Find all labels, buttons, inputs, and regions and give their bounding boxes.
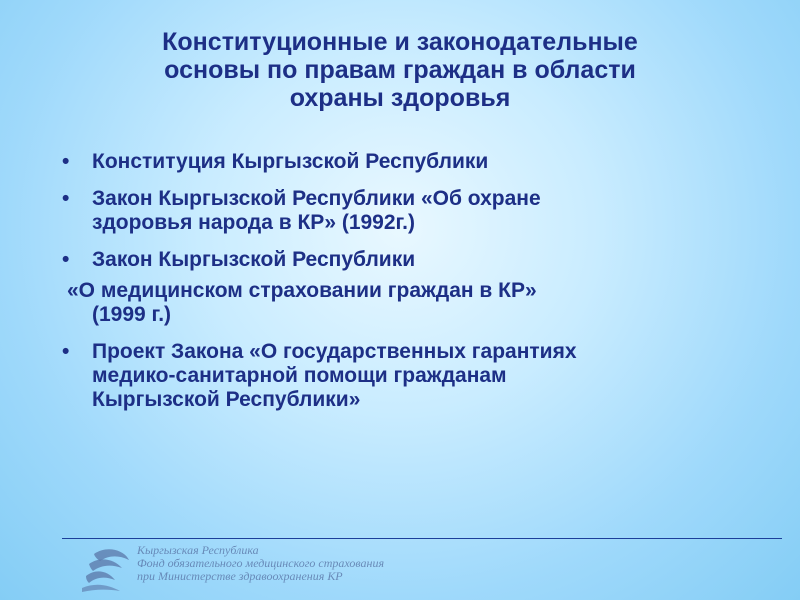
logo-wave-middle <box>89 559 122 571</box>
footer-line: при Министерстве здравоохранения КР <box>137 569 343 583</box>
list-item <box>62 248 752 272</box>
title-line: Конституционные и законодательные <box>162 28 638 56</box>
footer-line: Кыргызская Республика <box>137 543 259 557</box>
bullet-icon: • <box>62 248 70 271</box>
slide-title <box>90 28 710 112</box>
list-item-text: (1999 г.) <box>92 303 172 326</box>
list-item <box>62 187 752 235</box>
list-item-text: здоровья народа в КР» (1992г.) <box>92 211 416 234</box>
list-item-text: Кыргызской Республики» <box>92 388 361 411</box>
list-item-text: Закон Кыргызской Республики <box>92 248 416 271</box>
list-item <box>62 150 752 174</box>
list-item <box>62 340 752 412</box>
list-item-text: Конституция Кыргызской Республики <box>92 150 489 173</box>
list-item-continuation <box>62 279 752 327</box>
logo-wave-bottom <box>86 571 115 583</box>
footer-divider <box>62 538 782 539</box>
list-item-text: медико-санитарной помощи гражданам <box>92 364 507 387</box>
footer-line: Фонд обязательного медицинского страхования <box>137 556 385 570</box>
list-item-text: Проект Закона «О государственных гарантиях <box>92 340 577 363</box>
list-item-text: «О медицинском страховании граждан в КР» <box>67 279 537 302</box>
bullet-icon: • <box>62 187 70 210</box>
title-line: охраны здоровья <box>289 84 511 112</box>
logo-wave-top <box>94 549 129 561</box>
bullet-icon: • <box>62 150 70 173</box>
list-item-text: Закон Кыргызской Республики «Об охране <box>92 187 541 210</box>
bullet-icon: • <box>62 340 70 363</box>
title-line: основы по правам граждан в области <box>164 56 636 84</box>
footer-organization <box>137 544 384 583</box>
legal-basis-list <box>62 150 752 425</box>
logo-base-line <box>82 585 120 592</box>
fund-logo-icon <box>76 546 134 592</box>
